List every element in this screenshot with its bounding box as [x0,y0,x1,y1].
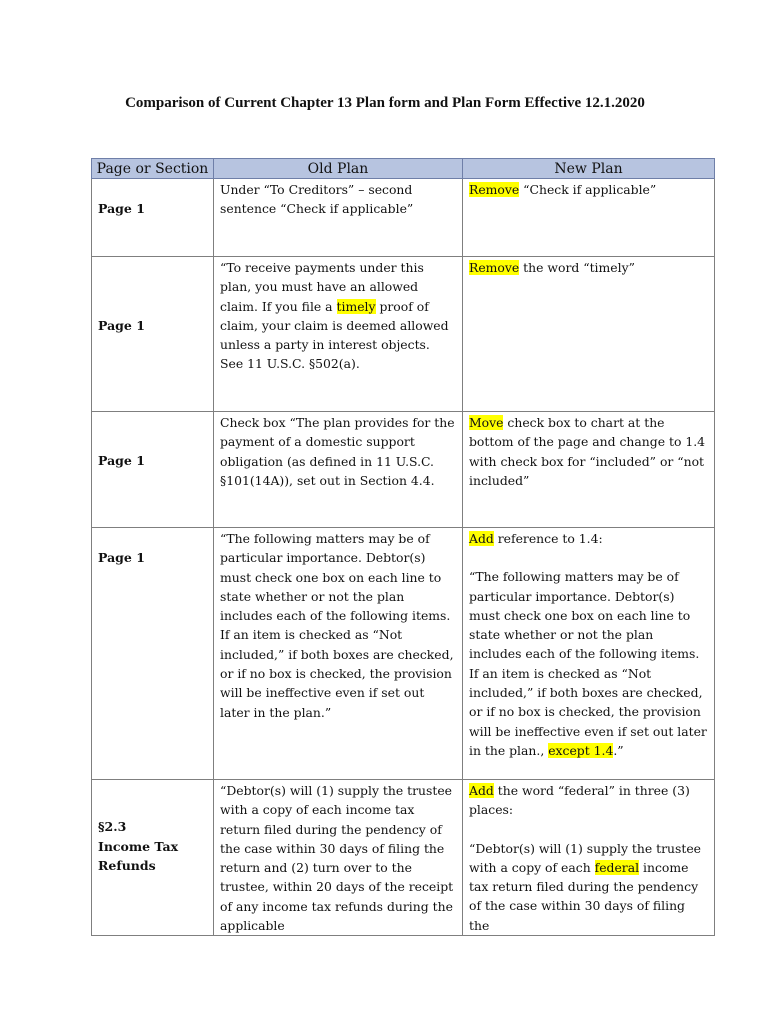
new-plan-text: .” [613,742,624,758]
old-plan-text: “The following matters may be of particular importance. Debtor(s) must check one box on each line to state whether or not the plan includes each of the following items. If an item is checked as “Not included,” if both boxes are checked, or if no box is checked, the provision will be ineffective even if set out later in the plan.” [220,531,454,720]
comparison-table [91,158,715,936]
old-plan-cell [214,257,463,412]
new-plan-text: “The following matters may be of particular importance. Debtor(s) must check one box on each line to state whether or not the plan includes each of the following items. If an item is checked as “Not included,” if both boxes are checked, or if no box is checked, the provision will be ineffective even if set out later in the plan., [469,569,707,758]
section-cell [92,528,214,780]
table-row [92,179,715,257]
table-row [92,412,715,528]
new-plan-cell [463,412,715,528]
section-cell [92,179,214,257]
highlighted-text: Remove [469,182,520,197]
header-row [92,159,715,179]
new-plan-text: the word “timely” [519,260,635,275]
table-row [92,257,715,412]
table-row [92,528,715,780]
new-plan-cell [463,780,715,936]
new-plan-text: “Debtor(s) will (1) supply the trustee with a copy of each [469,840,702,875]
new-plan-text: check box to chart at the bottom of the page and change to 1.4 with check box for “included” or “not included” [469,415,706,488]
old-plan-text: “To receive payments under this plan, you must have an allowed claim. If you file a [220,260,424,314]
old-plan-cell [214,412,463,528]
new-plan-text: reference to 1.4: [493,531,603,546]
highlighted-text: timely [336,298,376,314]
section-label: §2.3 [98,819,127,835]
section-label: Page 1 [98,201,145,217]
section-cell [92,780,214,936]
section-label: Income Tax [98,838,179,854]
old-plan-text: Under “To Creditors” – second sentence “Check if applicable” [220,182,414,217]
old-plan-cell [214,528,463,780]
old-plan-text: “Debtor(s) will (1) supply the trustee with a copy of each income tax return filed during the pendency of the case within 30 days of filing the return and (2) turn over to the trustee, within 20 days of the receipt of any income tax refunds during the applicable [220,783,454,934]
old-plan-text: proof of claim, your claim is deemed allowed unless a party in interest objects. See 11 U.S.C. §502(a). [220,298,449,372]
section-cell [92,257,214,412]
highlighted-text: except 1.4 [548,742,614,758]
highlighted-text: Remove [469,260,520,275]
table-row [92,780,715,936]
document-title: Comparison of Current Chapter 13 Plan form and Plan Form Effective 12.1.2020 [125,95,645,111]
old-plan-text: Check box “The plan provides for the payment of a domestic support obligation (as defined in 11 U.S.C. §101(14A)), set out in Section 4.4. [220,415,455,488]
highlighted-text: Add [469,783,494,798]
old-plan-cell [214,179,463,257]
new-plan-cell [463,179,715,257]
section-label: Page 1 [98,317,145,333]
highlighted-text: Add [469,531,494,546]
new-plan-cell [463,257,715,412]
header-old-plan: Old Plan [214,159,463,179]
section-cell [92,412,214,528]
section-label: Page 1 [98,550,145,566]
old-plan-cell [214,780,463,936]
header-new-plan: New Plan [463,159,715,179]
highlighted-text: Move [469,415,504,430]
section-label: Page 1 [98,453,145,469]
new-plan-cell [463,528,715,780]
section-label: Refunds [98,857,156,873]
header-page-or-section: Page or Section [92,159,214,179]
highlighted-text: federal [594,859,640,875]
new-plan-text: the word “federal” in three (3) places: [469,783,690,818]
new-plan-text: “Check if applicable” [519,182,657,197]
new-plan-text: income tax return filed during the pendency of the case within 30 days of filing the [469,859,699,933]
